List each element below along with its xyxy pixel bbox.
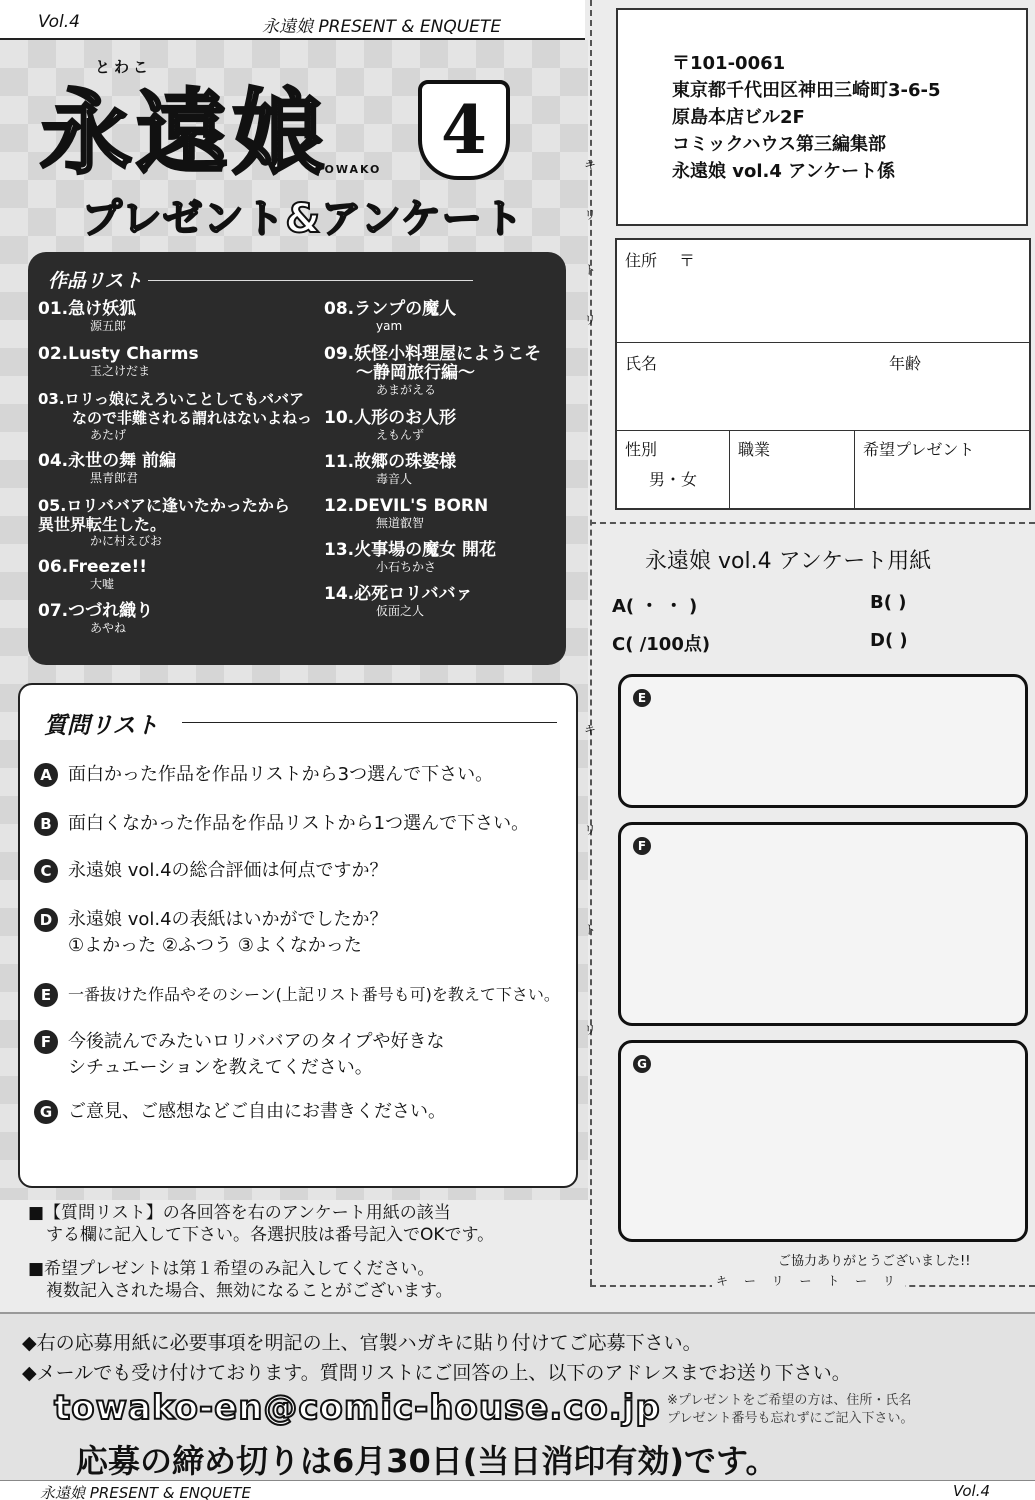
work-title: 05.ロリババアに逢いたかったから	[38, 496, 290, 515]
email-address[interactable]: towako-en@comic-house.co.jp	[54, 1388, 661, 1428]
cut-label: ト	[583, 263, 596, 277]
address-field[interactable]	[617, 240, 1029, 343]
answer-box-f[interactable]	[618, 822, 1028, 1026]
work-author: 大嘘	[90, 577, 115, 591]
question-text: 永遠娘 vol.4の表紙はいかがでしたか？	[68, 909, 388, 930]
question-marker: B	[34, 812, 58, 836]
work-author: 玉之けだま	[90, 364, 151, 378]
note-line: ■希望プレゼントは第１希望のみ記入してください。	[28, 1259, 435, 1279]
list-item	[324, 585, 594, 629]
work-author: 小石ちかさ	[376, 560, 437, 574]
info-line: ◆メールでも受け付けております。質問リストにご回答の上、以下のアドレスまでお送り下さい。	[22, 1362, 851, 1384]
address-line: 永遠娘 vol.4 アンケート係	[672, 161, 896, 182]
question-text: 面白くなかった作品を作品リストから1つ選んで下さい。	[68, 813, 530, 834]
work-title-line2: 異世界転生した。	[38, 515, 167, 534]
info-band	[0, 1312, 1035, 1480]
work-title: 13.火事場の魔女 開花	[324, 540, 497, 560]
work-title: 03.ロリっ娘にえろいことしてもババア	[38, 390, 304, 408]
note-line: ※プレゼントをご希望の方は、住所・氏名	[667, 1393, 912, 1408]
work-author: あたげ	[90, 428, 127, 442]
work-title: 10.人形のお人形	[324, 408, 457, 428]
work-title: 06.Freeze!!	[38, 557, 148, 577]
address-line: 原島本店ビル2F	[672, 107, 805, 128]
volume-label: Vol.4	[38, 12, 80, 32]
list-item	[38, 602, 308, 646]
cut-label: リ	[583, 313, 596, 327]
work-author: かに村えびお	[90, 534, 163, 548]
box-marker: F	[633, 837, 651, 855]
mailing-address	[616, 8, 1028, 226]
work-title: 01.急け妖狐	[38, 299, 137, 319]
question-marker: F	[34, 1030, 58, 1054]
answer-box-g[interactable]	[618, 1040, 1028, 1242]
work-title: 08.ランプの魔人	[324, 299, 457, 319]
list-item	[324, 497, 594, 541]
answer-d[interactable]	[870, 630, 908, 651]
list-item	[324, 453, 594, 497]
work-title: 09.妖怪小料理屋にようこそ	[324, 344, 542, 364]
answer-a[interactable]	[612, 592, 697, 618]
work-author: 毒音人	[376, 472, 413, 486]
detail-row	[617, 431, 1029, 510]
work-author: 黒青郎君	[90, 471, 139, 485]
note-line: プレゼント番号も忘れずにご記入下さい。	[667, 1411, 914, 1426]
answer-a-text: A( ・ ・ )	[612, 596, 698, 617]
work-title: 02.Lusty Charms	[38, 344, 199, 364]
question-marker: E	[34, 983, 58, 1007]
thanks-text: ご協力ありがとうございました!!	[778, 1254, 971, 1269]
question-a	[34, 762, 493, 788]
logo-title: 永遠娘	[40, 79, 329, 187]
cut-label: リ	[583, 1023, 596, 1037]
work-author: 無道叡智	[376, 516, 425, 530]
info-line: ◆右の応募用紙に必要事項を明記の上、官製ハガキに貼り付けてご応募下さい。	[22, 1332, 702, 1354]
cut-label: リ	[583, 208, 596, 222]
heading-rule	[182, 722, 557, 723]
question-text: 今後読んでみたいロリババアのタイプや好きな	[68, 1031, 445, 1052]
present-enquete-title: プレゼント&アンケート	[82, 196, 524, 242]
box-marker: E	[633, 689, 651, 707]
sex-options: 男・女	[649, 470, 698, 489]
question-text: 面白かった作品を作品リストから3つ選んで下さい。	[68, 764, 494, 785]
work-list-right	[324, 300, 594, 629]
cut-label: リ	[583, 823, 596, 837]
entry-form	[615, 238, 1031, 510]
question-d	[34, 907, 388, 959]
cut-label: ト	[583, 923, 596, 937]
question-e	[34, 982, 560, 1008]
answer-c[interactable]	[612, 630, 710, 656]
question-options: ①よかった ②ふつう ③よくなかった	[68, 935, 362, 956]
list-item	[38, 300, 308, 345]
question-f	[34, 1029, 445, 1081]
work-title: 11.故郷の珠婆様	[324, 452, 457, 472]
cut-line-horizontal	[590, 522, 1035, 524]
question-text: 永遠娘 vol.4の総合評価は何点ですか？	[68, 860, 388, 881]
header-title: 永遠娘 PRESENT & ENQUETE	[262, 17, 502, 37]
question-marker: G	[34, 1100, 58, 1124]
note-line: ■【質問リスト】の各回答を右のアンケート用紙の該当	[28, 1203, 451, 1223]
question-marker: C	[34, 859, 58, 883]
list-item	[38, 345, 308, 390]
list-item	[38, 452, 308, 496]
present-field[interactable]	[855, 431, 1029, 510]
job-field[interactable]	[730, 431, 854, 510]
list-item	[38, 390, 313, 452]
question-list-panel	[18, 683, 578, 1188]
answer-b-text: B( )	[870, 592, 907, 613]
work-list-heading: 作品リスト	[48, 270, 143, 292]
note-line: する欄に記入して下さい。各選択肢は番号記入でOKです。	[46, 1225, 495, 1245]
answer-b[interactable]	[870, 592, 906, 613]
page-header	[0, 0, 585, 40]
notes	[28, 1202, 494, 1302]
cut-label: キ	[583, 158, 596, 172]
logo-ruby: とわこ	[95, 58, 153, 76]
age-label: 年齢	[889, 354, 922, 373]
question-text-line2: シチュエーションを教えてください。	[68, 1057, 373, 1078]
question-marker: D	[34, 908, 58, 932]
heading-rule	[148, 280, 473, 281]
work-title-line2: ～静岡旅行編～	[356, 363, 475, 383]
sex-field[interactable]	[617, 431, 729, 510]
list-item	[324, 541, 594, 585]
work-list-left	[38, 299, 313, 646]
address-label: 住所	[625, 251, 658, 270]
sex-label: 性別	[625, 440, 658, 459]
list-item	[324, 409, 594, 453]
question-text: 一番抜けた作品やそのシーン(上記リスト番号も可)を教えて下さい。	[68, 985, 560, 1004]
name-field[interactable]	[617, 343, 1029, 431]
cut-label: キ	[583, 723, 596, 737]
page-footer	[0, 1480, 1035, 1500]
answer-d-text: D( )	[870, 630, 908, 651]
deadline-text: 応募の締め切りは6月30日(当日消印有効)です。	[76, 1442, 778, 1480]
volume-number: 4	[441, 91, 487, 169]
volume-badge	[418, 80, 510, 180]
work-author: えもんず	[376, 428, 425, 442]
note-line: 複数記入された場合、無効になることがございます。	[46, 1281, 453, 1301]
footer-volume: Vol.4	[953, 1482, 991, 1500]
work-author: 源五郎	[90, 319, 127, 333]
list-item	[324, 300, 594, 345]
answer-box-e[interactable]	[618, 674, 1028, 808]
postal-code: 〒101-0061	[672, 53, 786, 74]
cut-label: キ ー リ ー ト ー リ	[712, 1272, 905, 1289]
cut-line-vertical	[590, 0, 592, 1285]
zip-label: 〒	[679, 251, 696, 270]
footer-title: 永遠娘 PRESENT & ENQUETE	[40, 1484, 251, 1500]
answer-c-text: C( /100点)	[612, 634, 711, 655]
question-list-heading: 質問リスト	[44, 713, 159, 739]
work-author: あまがえる	[376, 383, 437, 397]
work-title: 14.必死ロリババァ	[324, 584, 473, 604]
work-title: 04.永世の舞 前編	[38, 451, 177, 471]
address-line: 東京都千代田区神田三崎町3-6-5	[672, 80, 941, 101]
work-author: あやね	[90, 621, 127, 635]
present-label: 希望プレゼント	[863, 440, 975, 459]
job-label: 職業	[738, 440, 771, 459]
list-item	[38, 496, 308, 558]
work-title: 07.つづれ織り	[38, 601, 154, 621]
work-title: 12.DEVIL'S BORN	[324, 496, 489, 516]
work-author: 仮面之人	[376, 604, 425, 618]
logo-subtitle: TOWAKO	[315, 163, 382, 176]
question-b	[34, 811, 529, 837]
question-g	[34, 1099, 446, 1125]
box-marker: G	[633, 1055, 651, 1073]
question-text: ご意見、ご感想などご自由にお書きください。	[68, 1101, 446, 1122]
work-author: yam	[376, 319, 403, 333]
answer-sheet-title: 永遠娘 vol.4 アンケート用紙	[645, 549, 932, 574]
name-label: 氏名	[625, 354, 658, 373]
work-list-panel	[28, 252, 566, 665]
email-note	[667, 1392, 913, 1428]
list-item	[38, 558, 308, 602]
question-marker: A	[34, 763, 58, 787]
list-item	[324, 345, 594, 409]
question-c	[34, 858, 388, 884]
address-line: コミックハウス第三編集部	[672, 134, 887, 155]
work-title-line2: なので非難される謂れはないよねっ	[72, 409, 313, 427]
